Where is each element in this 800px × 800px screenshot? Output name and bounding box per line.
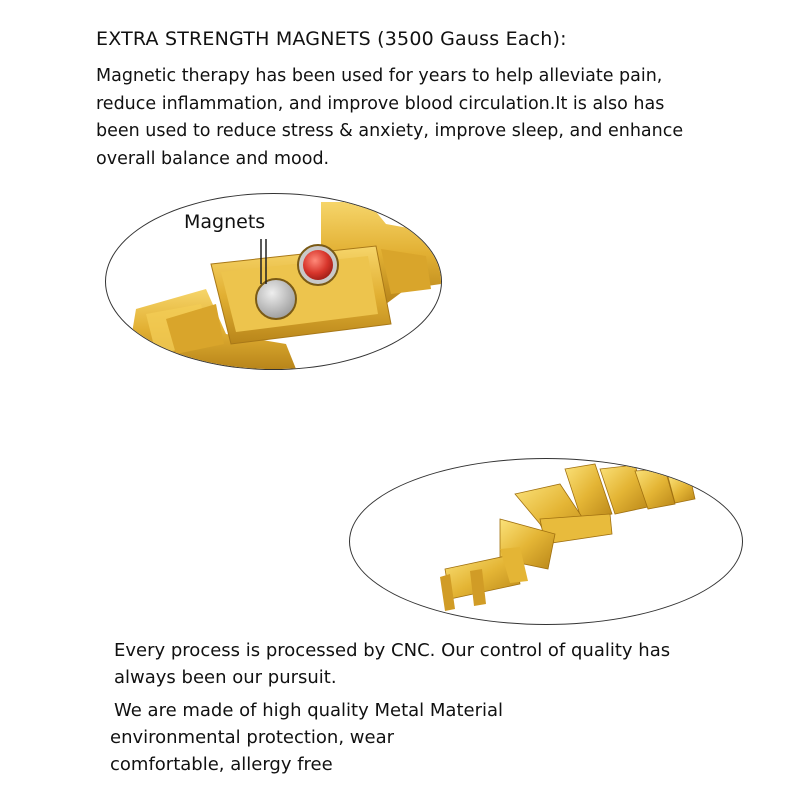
magnet-closeup-image <box>105 193 442 370</box>
intro-line-1: Magnetic therapy has been used for years to help alleviate pain, <box>96 66 663 86</box>
process-line-2: always been our pursuit. <box>114 667 337 688</box>
material-line-2: environmental protection, wear <box>110 727 395 748</box>
intro-line-2: reduce inflammation, and improve blood circulation.It is also has <box>96 93 665 114</box>
material-line-1: We are made of high quality Metal Material <box>114 700 504 721</box>
gold-link-with-magnets-illustration <box>106 194 441 369</box>
intro-line-3: been used to reduce stress & anxiety, improve sleep, and enhance <box>96 121 684 141</box>
material-line-3: comfortable, allergy free <box>110 754 333 775</box>
clasp-closeup-image <box>349 458 743 625</box>
material-paragraph <box>110 697 610 778</box>
gold-clasp-illustration <box>350 459 742 624</box>
intro-line-4: overall balance and mood. <box>96 148 330 169</box>
intro-paragraph <box>96 63 756 173</box>
magnets-label: Magnets <box>184 211 266 233</box>
process-line-1: Every process is processed by CNC. Our control of quality has <box>114 640 671 661</box>
page-heading: EXTRA STRENGTH MAGNETS (3500 Gauss Each): <box>96 28 567 50</box>
process-paragraph <box>114 637 754 691</box>
